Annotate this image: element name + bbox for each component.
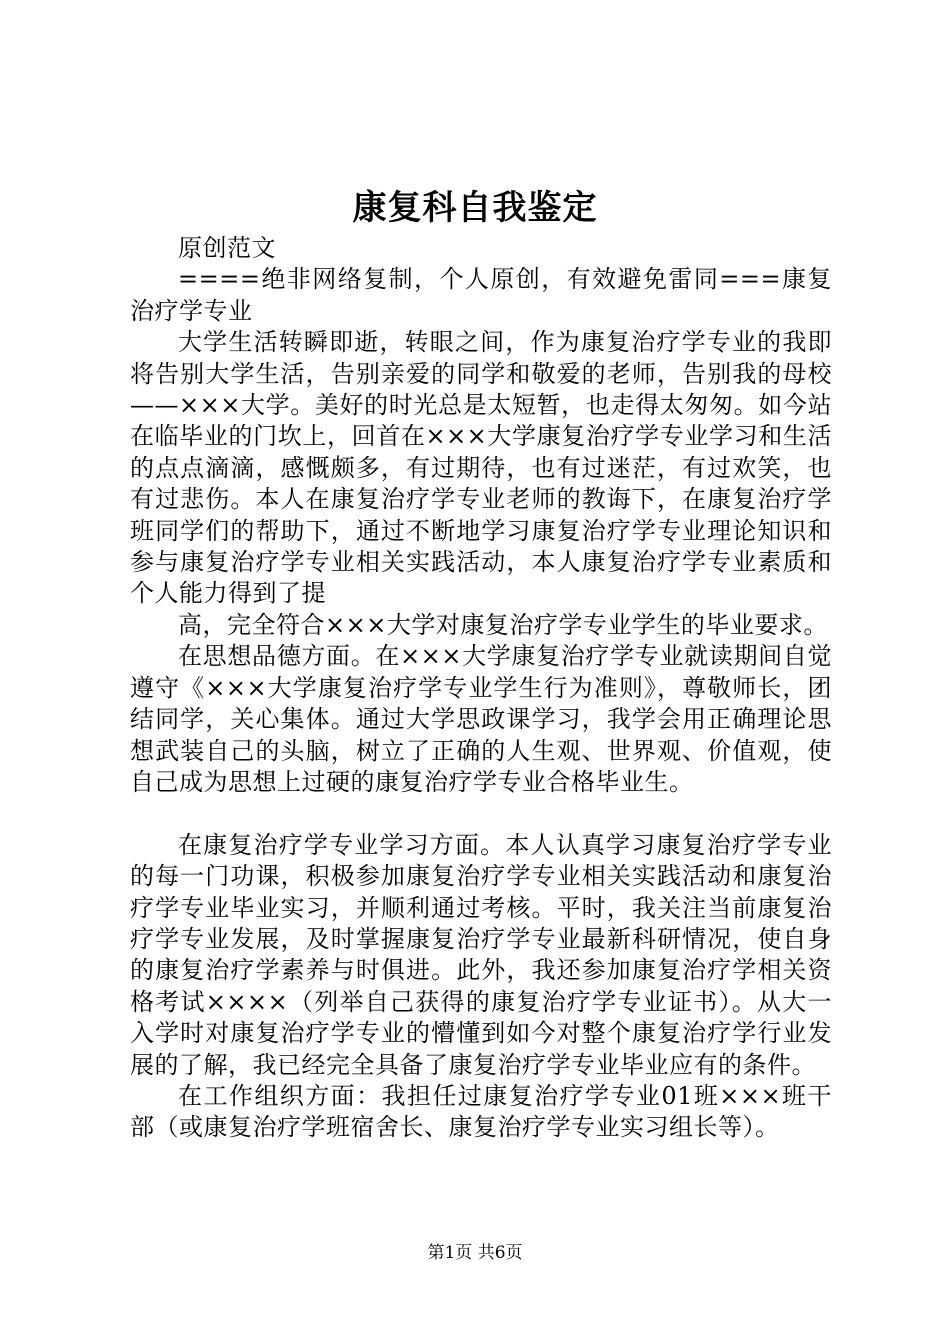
paragraph-study: 在康复治疗学专业学习方面。本人认真学习康复治疗学专业的每一门功课，积极参加康复治疗学专业相关实践活动和康复治疗学专业毕业实习，并顺利通过考核。平时，我关注当前康复治疗学专业发展，及时掌握康复治疗学专业最新科研情况，使自身的康复治疗学素养与时俱进。此外，我还参加康复治疗学相关资格考试××××（列举自己获得的康复治疗学专业证书）。从大一入学时对康复治疗学专业的懵懂到如今对整个康复治疗学行业发展的了解，我已经完全具备了康复治疗学专业毕业应有的条件。 [130,830,832,1079]
document-body [130,233,832,1144]
paragraph-work: 在工作组织方面：我担任过康复治疗学专业01班×××班干部（或康复治疗学班宿舍长、康复治疗学专业实习组长等）。 [130,1081,832,1142]
paragraph-gap [130,798,832,829]
paragraph-morality: 在思想品德方面。在×××大学康复治疗学专业就读期间自觉遵守《×××大学康复治疗学专业学生行为准则》，尊敬师长，团结同学，关心集体。通过大学思政课学习，我学会用正确理论思想武装自己的头脑，树立了正确的人生观、世界观、价值观，使自己成为思想上过硬的康复治疗学专业合格毕业生。 [130,642,832,796]
page-title: 康复科自我鉴定 [352,188,598,228]
paragraph-requirement: 高，完全符合×××大学对康复治疗学专业学生的毕业要求。 [178,610,828,639]
page-footer: 第1页 共6页 [427,1243,523,1263]
document-label: 原创范文 [178,234,276,262]
paragraph-intro: 大学生活转瞬即逝，转眼之间，作为康复治疗学专业的我即将告别大学生活，告别亲爱的同学和敬爱的老师，告别我的母校——×××大学。美好的时光总是太短暂，也走得太匆匆。如今站在临毕业的门坎上，回首在×××大学康复治疗学专业学习和生活的点点滴滴，感慨颇多，有过期待，也有过迷茫，有过欢笑，也有过悲伤。本人在康复治疗学专业老师的教诲下，在康复治疗学班同学们的帮助下，通过不断地学习康复治疗学专业理论知识和参与康复治疗学专业相关实践活动，本人康复治疗学专业素质和个人能力得到了提 [130,328,832,608]
document-notice: ====绝非网络复制，个人原创，有效避免雷同===康复治疗学专业 [130,265,832,325]
